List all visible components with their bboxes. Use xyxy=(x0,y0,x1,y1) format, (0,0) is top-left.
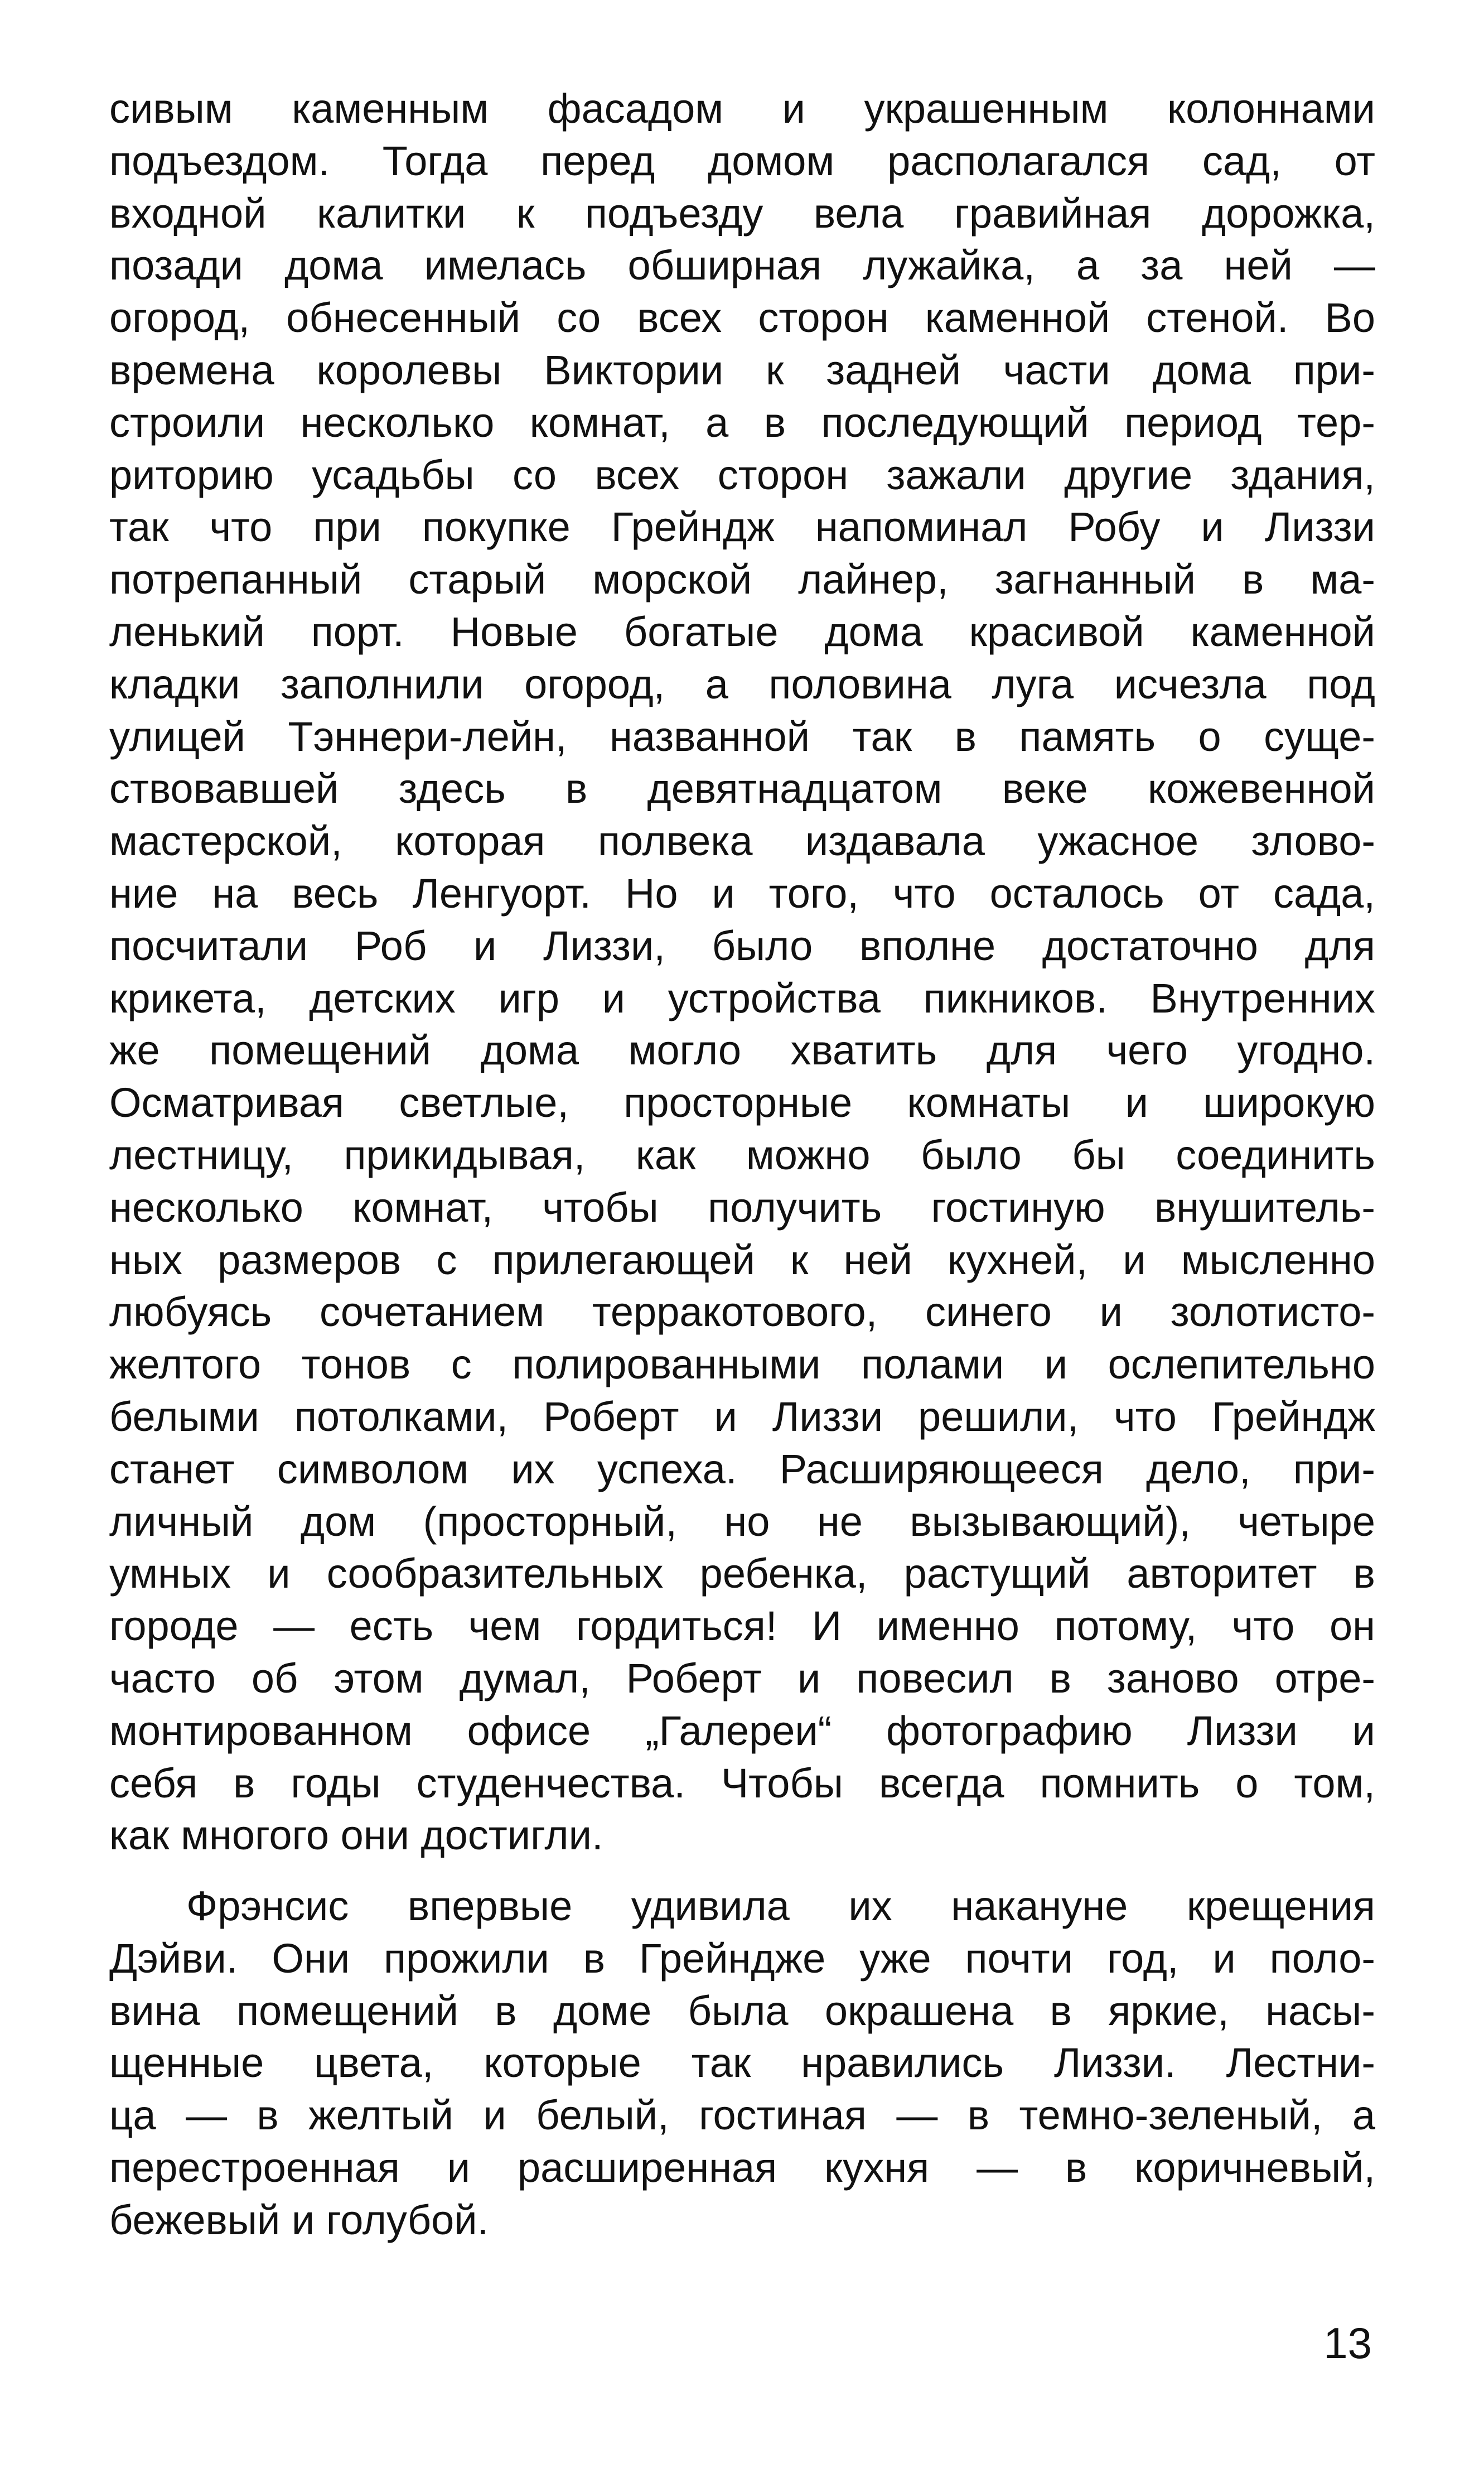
text-line: подъездом. Тогда перед домом располагался сад, от xyxy=(109,137,1375,184)
text-line: умных и сообразительных ребенка, растущий авторитет в xyxy=(109,1550,1375,1597)
text-line: белыми потолками, Роберт и Лиззи решили, что Грейндж xyxy=(109,1393,1375,1440)
text-line: личный дом (просторный, но не вызывающий), четыре xyxy=(109,1498,1375,1545)
text-line: же помещений дома могло хватить для чего угодно. xyxy=(109,1027,1375,1074)
text-line: любуясь сочетанием терракотового, синего и золотисто- xyxy=(109,1289,1375,1336)
text-line: ние на весь Ленгуорт. Но и того, что осталось от сада, xyxy=(109,870,1375,917)
text-line: Фрэнсис впервые удивила их накануне крещения xyxy=(186,1883,1375,1929)
text-line: Дэйви. Они прожили в Грейндже уже почти год, и поло- xyxy=(109,1935,1375,1982)
text-line: ствовавшей здесь в девятнадцатом веке кожевенной xyxy=(109,765,1375,812)
text-line: вина помещений в доме была окрашена в яркие, насы- xyxy=(109,1987,1375,2034)
text-line: кладки заполнили огород, а половина луга исчезла под xyxy=(109,661,1375,707)
page-number: 13 xyxy=(1323,2318,1372,2368)
paragraph-1 xyxy=(109,83,1375,1862)
text-line: строили несколько комнат, а в последующий период тер- xyxy=(109,399,1375,446)
text-line: посчитали Роб и Лиззи, было вполне достаточно для xyxy=(109,922,1375,969)
text-line: городе — есть чем гордиться! И именно потому, что он xyxy=(109,1603,1375,1650)
paragraph-2 xyxy=(109,1880,1375,2247)
text-line: ных размеров с прилегающей к ней кухней, и мысленно xyxy=(109,1236,1375,1283)
text-line: огород, обнесенный со всех сторон каменной стеной. Во xyxy=(109,295,1375,341)
text-line: как многого они достигли. xyxy=(109,1812,603,1859)
text-line: щенные цвета, которые так нравились Лиззи. Лестни- xyxy=(109,2040,1375,2086)
text-line: монтированном офисе „Галереи“ фотографию Лиззи и xyxy=(109,1707,1375,1754)
text-line: сивым каменным фасадом и украшенным колоннами xyxy=(109,85,1375,132)
text-line: себя в годы студенчества. Чтобы всегда помнить о том, xyxy=(109,1759,1375,1806)
text-line: ленький порт. Новые богатые дома красивой каменной xyxy=(109,608,1375,655)
text-line: входной калитки к подъезду вела гравийная дорожка, xyxy=(109,190,1375,237)
text-line: улицей Тэннери-лейн, названной так в память о суще- xyxy=(109,713,1375,760)
text-line: желтого тонов с полированными полами и ослепительно xyxy=(109,1341,1375,1388)
text-line: перестроенная и расширенная кухня — в коричневый, xyxy=(109,2144,1375,2191)
text-line: крикета, детских игр и устройства пикников. Внутренних xyxy=(109,975,1375,1021)
text-line: потрепанный старый морской лайнер, загнанный в ма- xyxy=(109,556,1375,603)
text-line: риторию усадьбы со всех сторон зажали другие здания, xyxy=(109,451,1375,498)
text-line: позади дома имелась обширная лужайка, а за ней — xyxy=(109,242,1375,289)
text-line: времена королевы Виктории к задней части дома при- xyxy=(109,346,1375,393)
text-line: мастерской, которая полвека издавала ужасное злово- xyxy=(109,818,1375,865)
text-line: несколько комнат, чтобы получить гостиную внушитель- xyxy=(109,1184,1375,1231)
text-line: бежевый и голубой. xyxy=(109,2196,489,2243)
text-line: так что при покупке Грейндж напоминал Робу и Лиззи xyxy=(109,504,1375,551)
text-line: Осматривая светлые, просторные комнаты и широкую xyxy=(109,1079,1375,1126)
text-line: станет символом их успеха. Расширяющееся дело, при- xyxy=(109,1445,1375,1492)
text-line: ца — в желтый и белый, гостиная — в темно-зеленый, а xyxy=(109,2092,1375,2139)
text-line: лестницу, прикидывая, как можно было бы соединить xyxy=(109,1131,1375,1178)
text-line: часто об этом думал, Роберт и повесил в заново отре- xyxy=(109,1655,1375,1701)
